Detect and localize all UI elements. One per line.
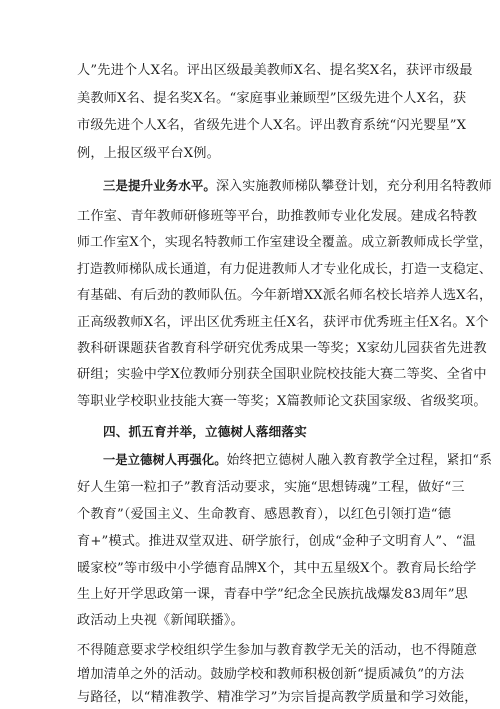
section-heading: [103, 421, 307, 443]
text-line: [77, 364, 487, 386]
text-line: [77, 531, 476, 553]
text-line: [77, 584, 468, 606]
line-text: 研组；实验中学X位教师分别获全国职业院校技能大赛二等奖、全省中: [77, 367, 487, 382]
line-text: 暖家校”等市级中小学德育品牌X个，其中五星级X个。教育局长给学: [77, 561, 477, 576]
text-line: [77, 206, 477, 228]
line-text: 育+”模式。推进双堂双进、研学旅行，创成“金种子文明育人”、“温: [77, 534, 476, 549]
text-line: [77, 259, 492, 281]
line-text: 工作室、青年教师研修班等平台，助推教师专业化发展。建成名特教: [77, 209, 478, 224]
line-text: 人”先进个人X名。评出区级最美教师X名、提名奖X名，获评市级最: [77, 63, 473, 78]
text-line: [77, 664, 464, 686]
line-text: 生上好开学思政第一课，青春中学”纪念全民族抗战爆发83周年”思: [77, 587, 468, 602]
text-line: [77, 338, 487, 360]
text-line: [77, 88, 466, 110]
bold-lead: 三是提升业务水平。: [103, 178, 216, 193]
bold-lead: 一是立德树人再强化。: [103, 452, 227, 467]
text-line: [77, 504, 451, 526]
line-text: 不得随意要求学校组织学生参加与教育教学无关的活动，也不得随意: [77, 643, 478, 658]
text-line: [77, 60, 473, 82]
text-line: [77, 477, 465, 499]
line-text: 个教育”（爱国主义、生命教育、感恩教育），以红色引领打造“德: [77, 507, 452, 522]
text-line: [77, 687, 478, 709]
text-line: [77, 610, 244, 632]
line-text: 等职业学校职业技能大赛一等奖；X篇教师论文获国家级、省级奖项。: [77, 394, 487, 409]
line-text: 教科研课题获省教育科学研究优秀成果一等奖；X家幼儿园获省先进教: [77, 341, 487, 356]
text-line: [77, 558, 476, 580]
line-text: 与路径，以“精准教学、精准学习”为宗旨提高教学质量和学习效能，: [77, 690, 478, 705]
text-line: [77, 285, 492, 307]
text-line: [77, 391, 487, 413]
line-text: 深入实施教师梯队攀登计划，充分利用名特教师: [215, 179, 492, 194]
text-line: [103, 449, 492, 471]
line-text: 师工作室X个，实现名特教师工作室建设全覆盖。成立新教师成长学堂，: [77, 235, 492, 250]
line-text: 好人生第一粒扣子”教育活动要求，实施“思想铸魂”工程，做好“三: [77, 480, 465, 495]
heading-text: 四、抓五育并举，立德树人落细落实: [103, 424, 307, 439]
text-line: [77, 640, 477, 662]
line-text: 打造教师梯队成长通道，有力促进教师人才专业化成长，打造一支稳定、: [77, 262, 492, 277]
text-line: [77, 312, 489, 334]
text-line: [103, 175, 492, 197]
text-line: [77, 115, 466, 137]
line-text: 正高级教师X名，评出区优秀班主任X名，获评市优秀班主任X名。X个: [77, 315, 489, 330]
line-text: 有基础、有后劲的教师队伍。今年新增XX派名师名校长培养人选X名，: [77, 288, 493, 303]
line-text: 市级先进个人X名，省级先进个人X名。评出教育系统“闪光婴星”X: [77, 118, 467, 133]
line-text: 例，上报区级平台X例。: [77, 146, 220, 161]
line-text: 增加清单之外的活动。鼓励学校和教师积极创新“提质减负”的方法: [77, 667, 465, 682]
text-line: [77, 232, 492, 254]
line-text: 政活动上央视《新闻联播》。: [77, 613, 244, 628]
text-line: [77, 143, 220, 165]
line-text: 美教师X名、提名奖X名。“家庭事业兼顾型”区级先进个人X名，获: [77, 91, 467, 106]
line-text: 始终把立德树人融入教育教学全过程，紧扣“系: [226, 453, 493, 468]
